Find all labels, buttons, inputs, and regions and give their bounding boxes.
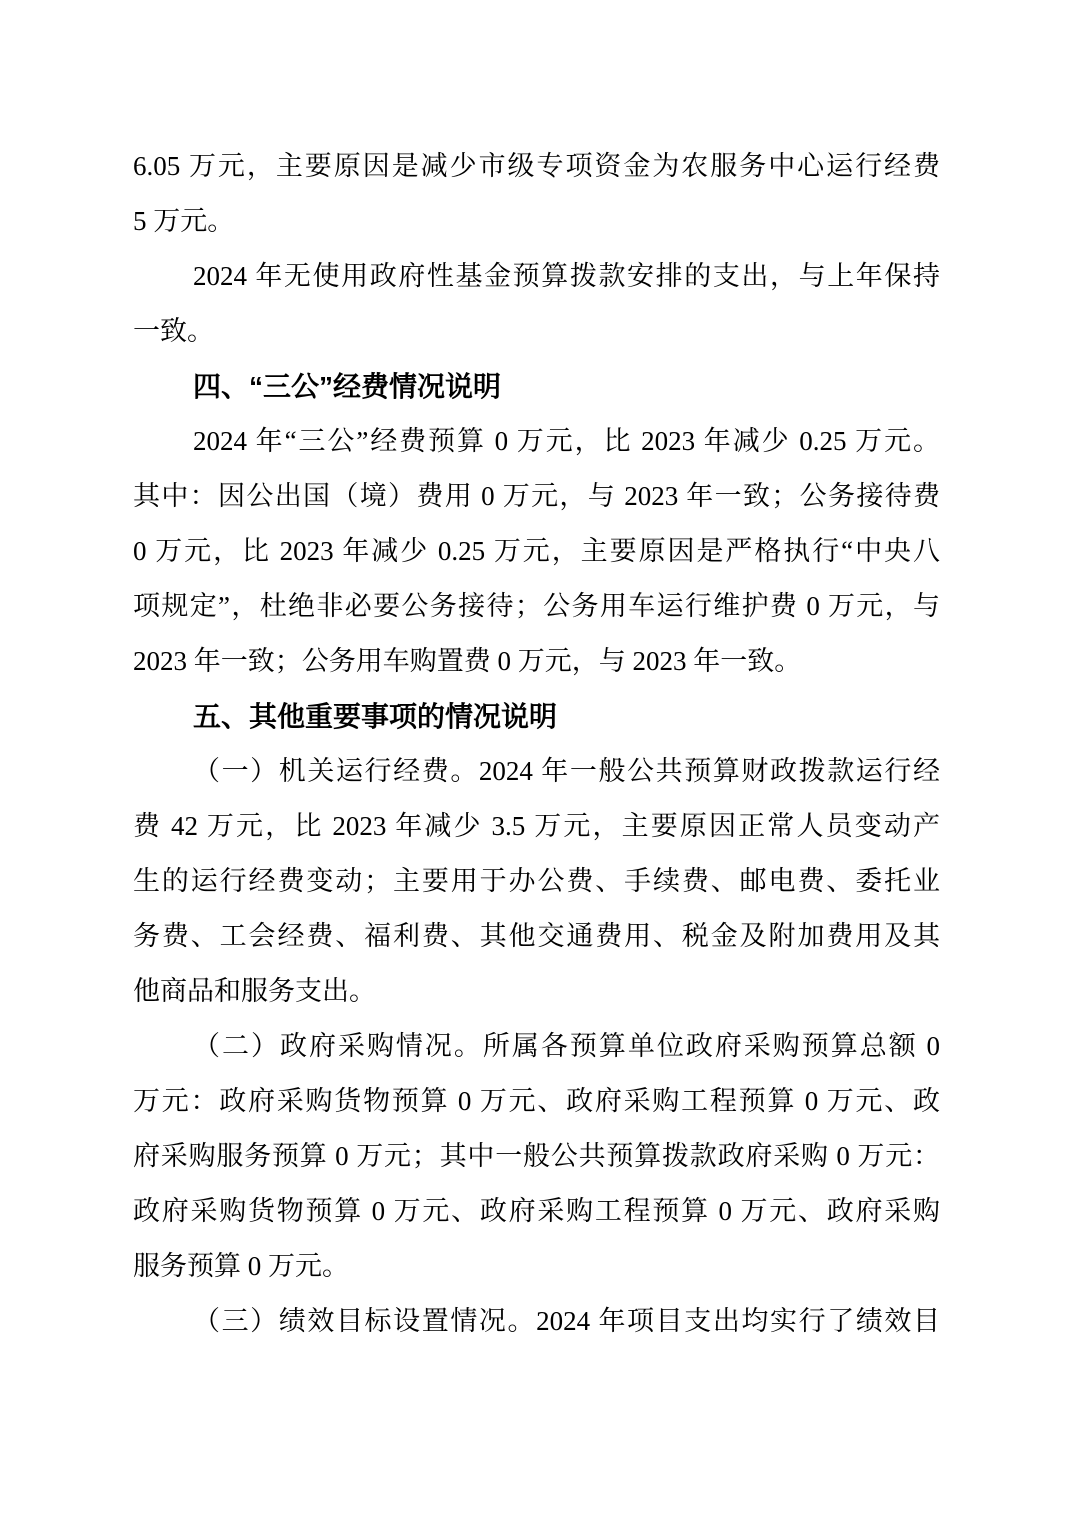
text-line: （三）绩效目标设置情况。2024 年项目支出均实行了绩效目 bbox=[193, 1306, 940, 1336]
text-line: 6.05 万元，主要原因是减少市级专项资金为农服务中心运行经费 bbox=[133, 151, 940, 181]
text-line: 他商品和服务支出。 bbox=[133, 976, 376, 1006]
text-line: （二）政府采购情况。所属各预算单位政府采购预算总额 0 bbox=[193, 1031, 940, 1061]
text-line: 0 万元，比 2023 年减少 0.25 万元，主要原因是严格执行“中央八 bbox=[133, 536, 940, 566]
text-line: 费 42 万元，比 2023 年减少 3.5 万元，主要原因正常人员变动产 bbox=[133, 811, 940, 841]
text-line: （一）机关运行经费。2024 年一般公共预算财政拨款运行经 bbox=[193, 756, 940, 786]
text-line: 2023 年一致；公务用车购置费 0 万元，与 2023 年一致。 bbox=[133, 646, 802, 676]
text-line: 生的运行经费变动；主要用于办公费、手续费、邮电费、委托业 bbox=[133, 866, 940, 896]
text-line: 2024 年“三公”经费预算 0 万元，比 2023 年减少 0.25 万元。 bbox=[193, 426, 940, 456]
section-heading: 四、“三公”经费情况说明 bbox=[193, 371, 502, 402]
section-heading: 五、其他重要事项的情况说明 bbox=[193, 701, 558, 732]
text-line: 5 万元。 bbox=[133, 206, 235, 236]
text-line: 2024 年无使用政府性基金预算拨款安排的支出，与上年保持 bbox=[193, 261, 940, 291]
text-line: 万元：政府采购货物预算 0 万元、政府采购工程预算 0 万元、政 bbox=[133, 1086, 940, 1116]
text-line: 一致。 bbox=[133, 316, 214, 346]
text-line: 项规定”，杜绝非必要公务接待；公务用车运行维护费 0 万元，与 bbox=[133, 591, 940, 621]
document-content bbox=[133, 139, 940, 1349]
text-line: 府采购服务预算 0 万元；其中一般公共预算拨款政府采购 0 万元： bbox=[133, 1141, 940, 1171]
text-line: 其中：因公出国（境）费用 0 万元，与 2023 年一致；公务接待费 bbox=[133, 481, 940, 511]
text-line: 服务预算 0 万元。 bbox=[133, 1251, 349, 1281]
text-line: 政府采购货物预算 0 万元、政府采购工程预算 0 万元、政府采购 bbox=[133, 1196, 940, 1226]
text-line: 务费、工会经费、福利费、其他交通费用、税金及附加费用及其 bbox=[133, 921, 940, 951]
